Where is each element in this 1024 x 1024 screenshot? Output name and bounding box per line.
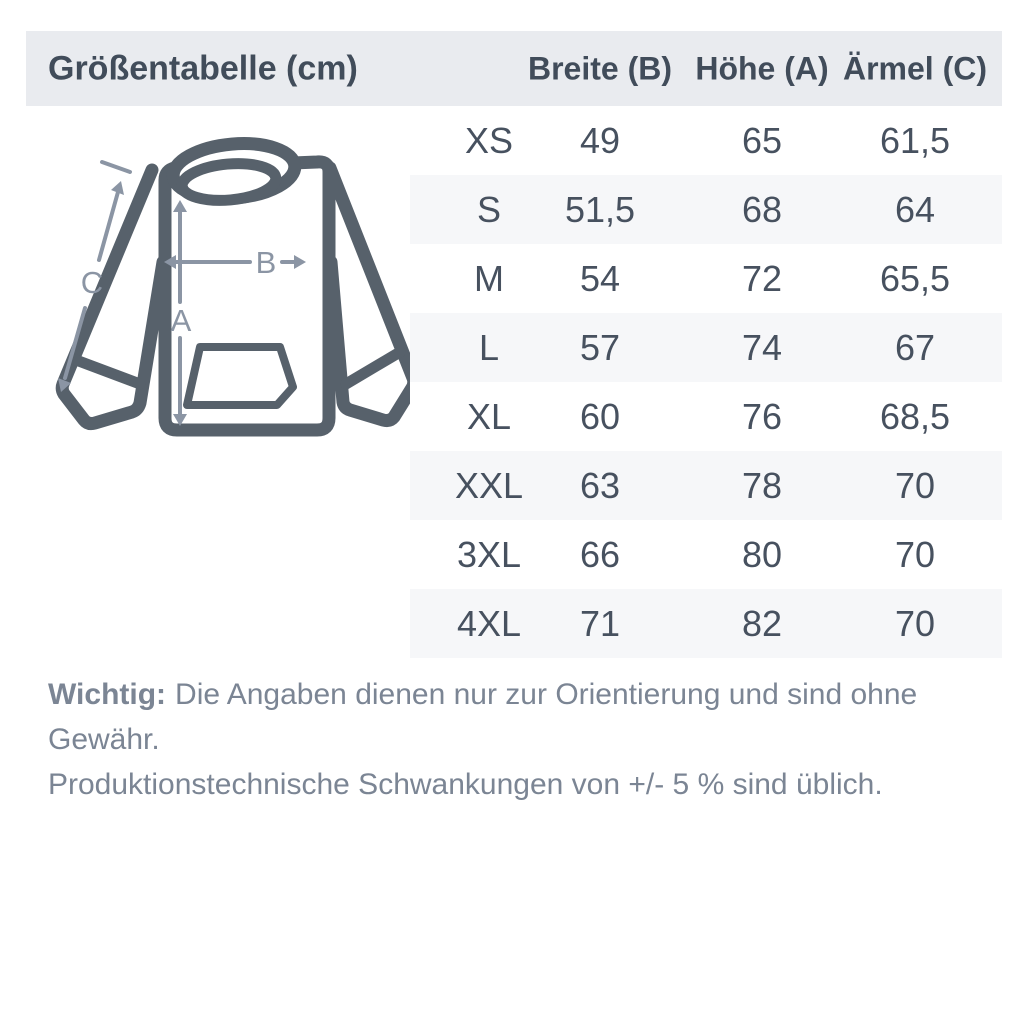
hoodie-diagram xyxy=(28,112,428,460)
size-label: XL xyxy=(466,395,512,437)
width-value: 54 xyxy=(579,257,621,299)
width-value: 49 xyxy=(579,119,621,161)
table-header-strip xyxy=(26,31,1002,106)
column-header-breite: Breite (B) xyxy=(527,50,673,86)
sleeve-value: 61,5 xyxy=(879,119,951,161)
sleeve-value: 67 xyxy=(894,326,936,368)
height-value: 74 xyxy=(741,326,783,368)
table-row xyxy=(410,589,1002,658)
table-row xyxy=(410,244,1002,313)
height-value: 72 xyxy=(741,257,783,299)
table-row xyxy=(410,106,1002,175)
size-table xyxy=(410,106,1002,658)
table-row xyxy=(410,313,1002,382)
sleeve-value: 70 xyxy=(894,533,936,575)
size-label: XS xyxy=(464,119,514,161)
measure-label-c: C xyxy=(80,265,104,300)
height-value: 76 xyxy=(741,395,783,437)
width-value: 57 xyxy=(579,326,621,368)
table-row xyxy=(410,175,1002,244)
width-value: 51,5 xyxy=(564,188,636,230)
table-row xyxy=(410,451,1002,520)
height-value: 82 xyxy=(741,602,783,644)
disclaimer-line-1 xyxy=(48,672,978,762)
column-header-aermel: Ärmel (C) xyxy=(842,50,988,86)
width-value: 66 xyxy=(579,533,621,575)
height-value: 68 xyxy=(741,188,783,230)
height-value: 65 xyxy=(741,119,783,161)
size-label: XXL xyxy=(454,464,524,506)
disclaimer-label: Wichtig: xyxy=(48,678,167,711)
width-value: 63 xyxy=(579,464,621,506)
size-label: 3XL xyxy=(456,533,522,575)
height-value: 80 xyxy=(741,533,783,575)
width-value: 60 xyxy=(579,395,621,437)
size-label: L xyxy=(478,326,500,368)
size-label: M xyxy=(474,257,504,299)
disclaimer-line-2: Produktionstechnische Schwankungen von +/- 5 % sind üblich. xyxy=(48,768,883,801)
size-label: 4XL xyxy=(456,602,522,644)
sleeve-value: 68,5 xyxy=(879,395,951,437)
page-title: Größentabelle (cm) xyxy=(48,49,358,87)
hoodie-pocket xyxy=(187,347,293,405)
measure-label-b: B xyxy=(255,245,277,280)
disclaimer-text-1: Die Angaben dienen nur zur Orientierung und sind ohne Gewähr. xyxy=(48,678,918,756)
height-value: 78 xyxy=(741,464,783,506)
table-row xyxy=(410,382,1002,451)
sleeve-value: 70 xyxy=(894,602,936,644)
measure-label-a: A xyxy=(170,303,192,338)
table-row xyxy=(410,520,1002,589)
size-label: S xyxy=(476,188,502,230)
sleeve-value: 64 xyxy=(894,188,936,230)
hoodie-hood-inner xyxy=(181,160,278,204)
sleeve-value: 70 xyxy=(894,464,936,506)
sleeve-value: 65,5 xyxy=(879,257,951,299)
column-header-hoehe: Höhe (A) xyxy=(695,50,829,86)
width-value: 71 xyxy=(579,602,621,644)
disclaimer-note xyxy=(48,672,978,807)
measure-tick-c xyxy=(102,162,130,172)
